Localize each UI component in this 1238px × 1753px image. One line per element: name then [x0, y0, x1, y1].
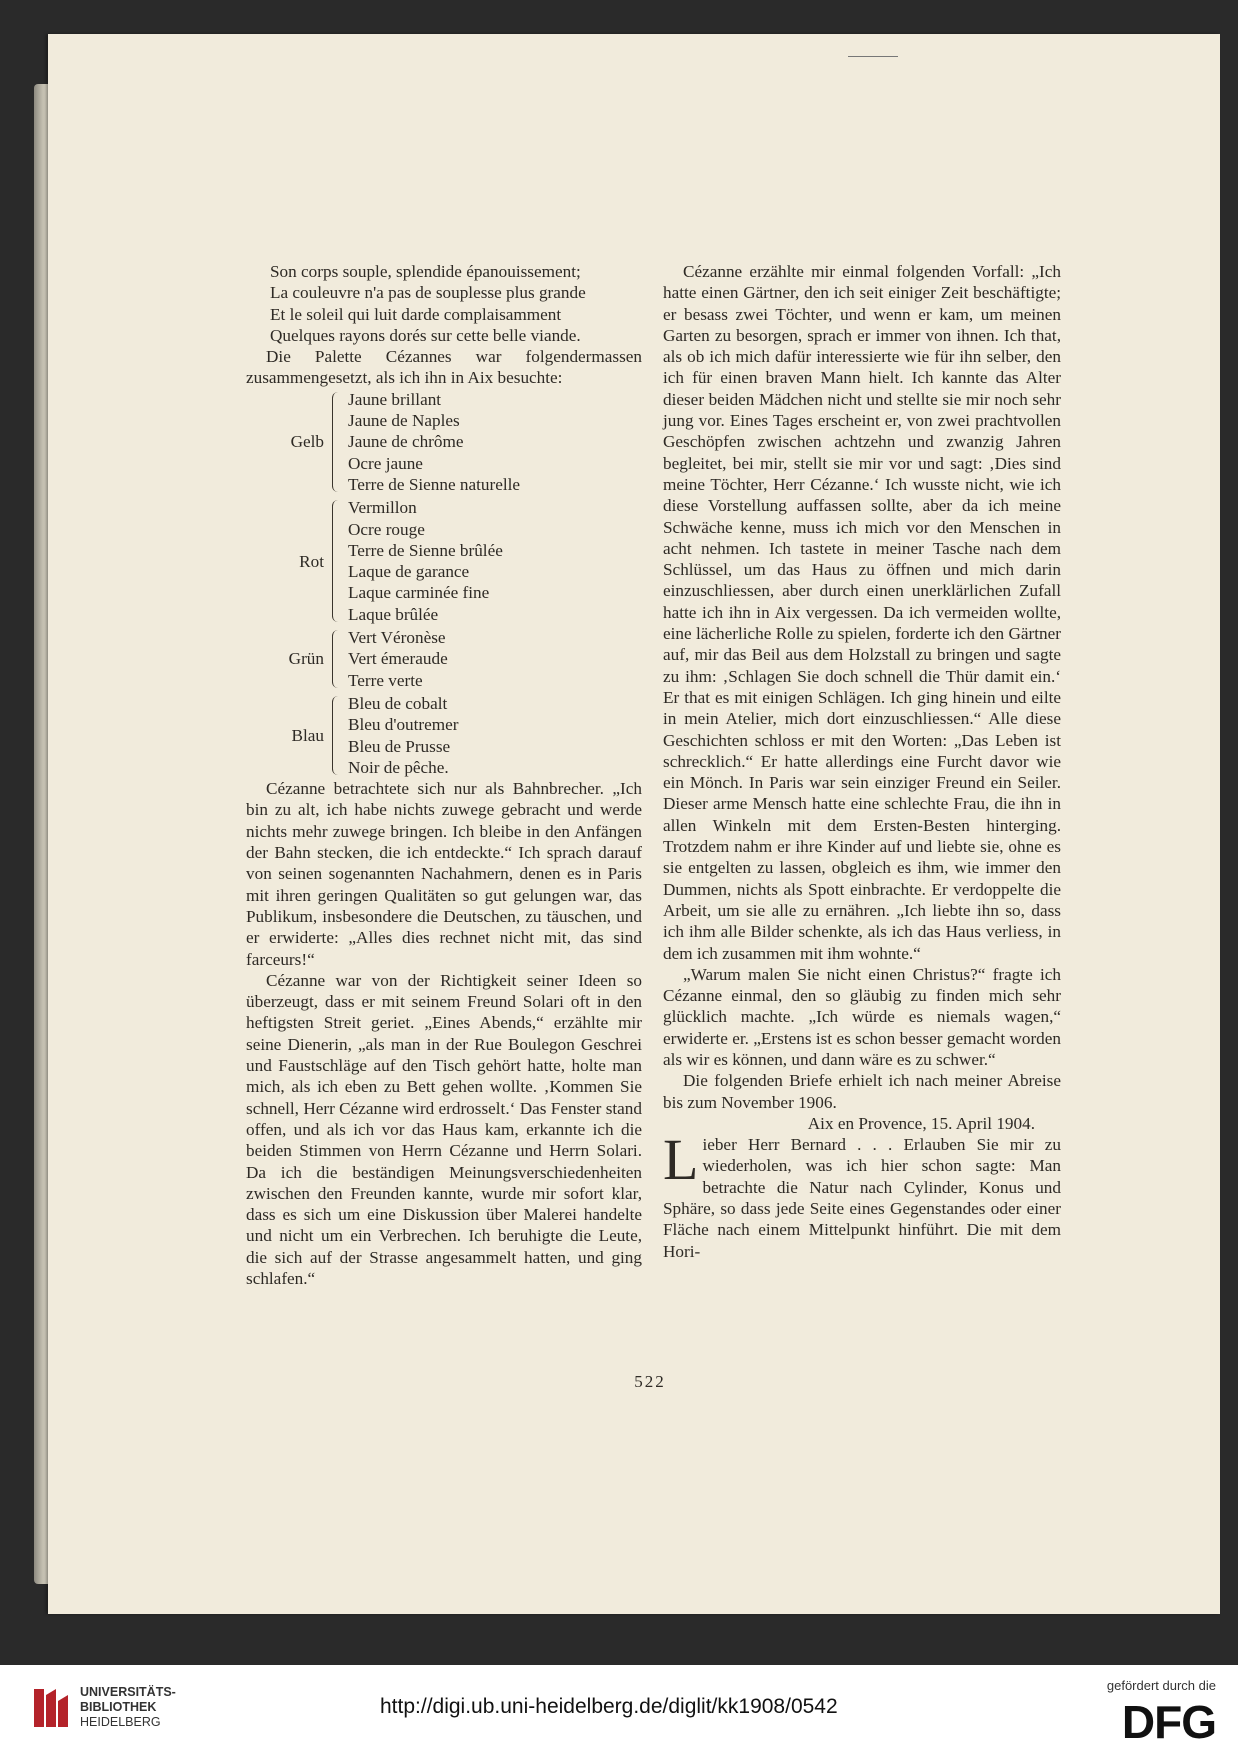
- palette-group-name: Gelb: [290, 432, 324, 452]
- paragraph: Cézanne erzählte mir einmal folgenden Vorfall: „Ich hatte einen Gärtner, den ich seit einiger Zeit beschäftigte; er besass zwei Töchter, und wenn er kam, um meinen Garten zu besorgen, sprach er immer von ihnen. Ich that, als ob ich mich dafür interessierte wie für ihn selber, den ich für einen braven Mann hielt. Ich kannte das Alter dieser beiden Mädchen nicht und stellte sie mir noch sehr jung vor. Eines Tages erscheint er, von zwei prachtvollen Geschöpfen zwischen achtzehn und zwanzig Jahren begleitet, bei mir, stellt sie mir vor und sagt: ‚Dies sind meine Töchter, Herr Cézanne.‘ Ich wusste nicht, wie ich diese Vorstellung auffassen sollte, aber da ich meine Schwäche kenne, muss ich mich vor den Menschen in acht nehmen. Ich tastete in meiner Tasche nach dem Schlüssel, um das Haus zu öffnen und mich darin einzuschliessen, aber durch einen unerklärlichen Zufall hatte ich ihn in Aix vergessen. Da ich vermeiden wollte, eine lächerliche Rolle zu spielen, forderte ich den Gärtner auf, mir das Beil aus dem Holzstall zu bringen und sagte zu ihm: ‚Schlagen Sie doch schnell die Thür damit ein.‘ Er that es mit einigen Schlägen. Ich ging hinein und eilte in mein Atelier, mich dort einzuschliessen.“ Alle diese Geschichten schloss er mit den Worten: „Das Leben ist schrecklich.“ Er hatte allerdings eine Furcht davor wie ein Mönch. In Paris war sein einziger Freund ein Seiler. Dieser arme Mensch hatte eine schlechte Frau, die ihn in allen Winkeln mit dem Ersten-Besten hinterging. Trotzdem nahm er ihre Kinder auf und liebte sie, ohne es sie entgelten zu lassen, obgleich es ihm, wie immer den Dummen, nichts als Spott einbrachte. Er verdoppelte die Arbeit, um sie alle zu ernähren. „Ich liebte ihn so, dass ich ihm alle Bilder schenkte, als ich das Haus verliess, in dem ich zusammen mit ihm wohnte.“: [663, 262, 1061, 963]
- paragraph: Die folgenden Briefe erhielt ich nach meiner Abreise bis zum November 1906.: [663, 1071, 1061, 1112]
- palette-color: Vert émeraude: [348, 649, 448, 669]
- palette-color: Bleu de Prusse: [348, 736, 451, 756]
- verse-line: Quelques rayons dorés sur cette belle viande.: [270, 325, 581, 345]
- palette-color: Jaune de chrôme: [348, 432, 464, 452]
- palette-list: [246, 389, 642, 778]
- paragraph: Cézanne war von der Richtigkeit seiner Ideen so überzeugt, dass er mit seinem Freund Solari oft in den heftigsten Streit geriet. „Eines Abends,“ erzählte mir seine Dienerin, „als man in der Rue Boulegon Geschrei und Faustschläge auf den Tisch gehört hatte, holte man mich, als ich eben zu Bett gehen wollte. ‚Kommen Sie schnell, Herr Cézanne wird erdrosselt.‘ Das Fenster stand offen, und als ich vor das Haus kam, erkannte ich die beiden Stimmen von Herrn Cézanne und Herrn Solari. Da ich die beständigen Meinungsverschiedenheiten zwischen den Freunden kannte, wurde mir sofort klar, dass es sich um eine Diskussion über Malerei handelte und nicht um ein Verbrechen. Ich beruhigte die Leute, die sich auf der Strasse angesammelt hatten, und ging schlafen.“: [246, 970, 642, 1288]
- page-number: 522: [634, 1372, 666, 1391]
- palette-group-name: Rot: [299, 551, 324, 571]
- brace: [332, 500, 341, 622]
- palette-color: Jaune de Naples: [348, 411, 460, 431]
- french-verse: [246, 261, 642, 346]
- footer-bar: [0, 1665, 1238, 1753]
- paragraph: Cézanne betrachtete sich nur als Bahnbrecher. „Ich bin zu alt, ich habe nichts zuwege gebracht und werde nichts mehr zuwege bringen. Ich bleibe in den Anfängen der Bahn stecken, die ich entdeckte.“ Ich sprach darauf von seinen sogenannten Nachahmern, denen es in Paris mit ihren geringen Qualitäten so gut gelungen war, das Publikum, insbesondere die Deutschen, zu täuschen, und er erwiderte: „Alles dies rechnet nicht mit, das sind farceurs!“: [246, 779, 642, 969]
- palette-color: Bleu de cobalt: [348, 693, 448, 713]
- palette-color: Terre de Sienne brûlée: [348, 540, 503, 560]
- verse-line: La couleuvre n'a pas de souplesse plus grande: [270, 283, 586, 303]
- letter-body: [663, 1127, 1061, 1262]
- brace: [332, 392, 341, 493]
- funded-by-label: gefördert durch die: [1106, 1678, 1216, 1693]
- letter-dateline: Aix en Provence, 15. April 1904.: [807, 1113, 1035, 1133]
- permalink-url[interactable]: http://digi.ub.uni-heidelberg.de/diglit/kk1908/0542: [380, 1695, 838, 1718]
- university-library-logo-icon: [30, 1685, 72, 1731]
- palette-group-name: Blau: [291, 725, 324, 745]
- scan-artifact-line: [848, 56, 898, 57]
- palette-color: Laque brûlée: [348, 604, 439, 624]
- verse-line: Et le soleil qui luit darde complaisamment: [270, 304, 562, 324]
- dfg-logo: DFG: [1121, 1696, 1216, 1748]
- palette-group: [246, 693, 642, 778]
- palette-color: Vermillon: [348, 498, 417, 518]
- drop-cap: L: [663, 1127, 699, 1193]
- palette-color: Jaune brillant: [348, 389, 442, 409]
- right-column: [663, 261, 1061, 1262]
- letter-text: ieber Herr Bernard . . . Erlauben Sie mir zu wiederholen, was ich hier schon sagte: Man betrachte die Natur nach Cylinder, Konus und Sphäre, so dass jede Seite eines Gegenstandes oder einer Fläche nach einem Mittelpunkt hinführt. Die mit dem Hori-: [663, 1135, 1061, 1261]
- palette-color: Laque de garance: [348, 562, 470, 582]
- left-column: [246, 261, 642, 1289]
- palette-color: Ocre jaune: [348, 453, 423, 473]
- brace: [332, 630, 341, 688]
- palette-intro: Die Palette Cézannes war folgendermassen zusammengesetzt, als ich ihn in Aix besuchte:: [246, 347, 642, 388]
- palette-group-name: Grün: [288, 649, 324, 669]
- palette-color: Laque carminée fine: [348, 583, 490, 603]
- verse-line: Son corps souple, splendide épanouissement;: [270, 262, 581, 281]
- palette-color: Ocre rouge: [348, 519, 425, 539]
- paragraph: „Warum malen Sie nicht einen Christus?“ fragte ich Cézanne einmal, den so gläubig zu finden mich sehr glücklich machte. „Ich würde es niemals wagen,“ erwiderte er. „Erstens ist es schon besser gemacht worden als wir es können, und dann wäre es zu schwer.“: [663, 964, 1061, 1069]
- brace: [332, 696, 341, 775]
- palette-color: Terre de Sienne naturelle: [348, 474, 521, 494]
- palette-color: Noir de pêche.: [348, 757, 449, 777]
- palette-group: [246, 627, 642, 691]
- library-name: UNIVERSITÄTS- BIBLIOTHEK HEIDELBERG: [80, 1685, 176, 1729]
- palette-group: [246, 497, 642, 625]
- palette-color: Bleu d'outremer: [348, 715, 459, 735]
- palette-color: Vert Véronèse: [348, 628, 446, 648]
- palette-group: [246, 389, 642, 496]
- palette-color: Terre verte: [348, 670, 423, 690]
